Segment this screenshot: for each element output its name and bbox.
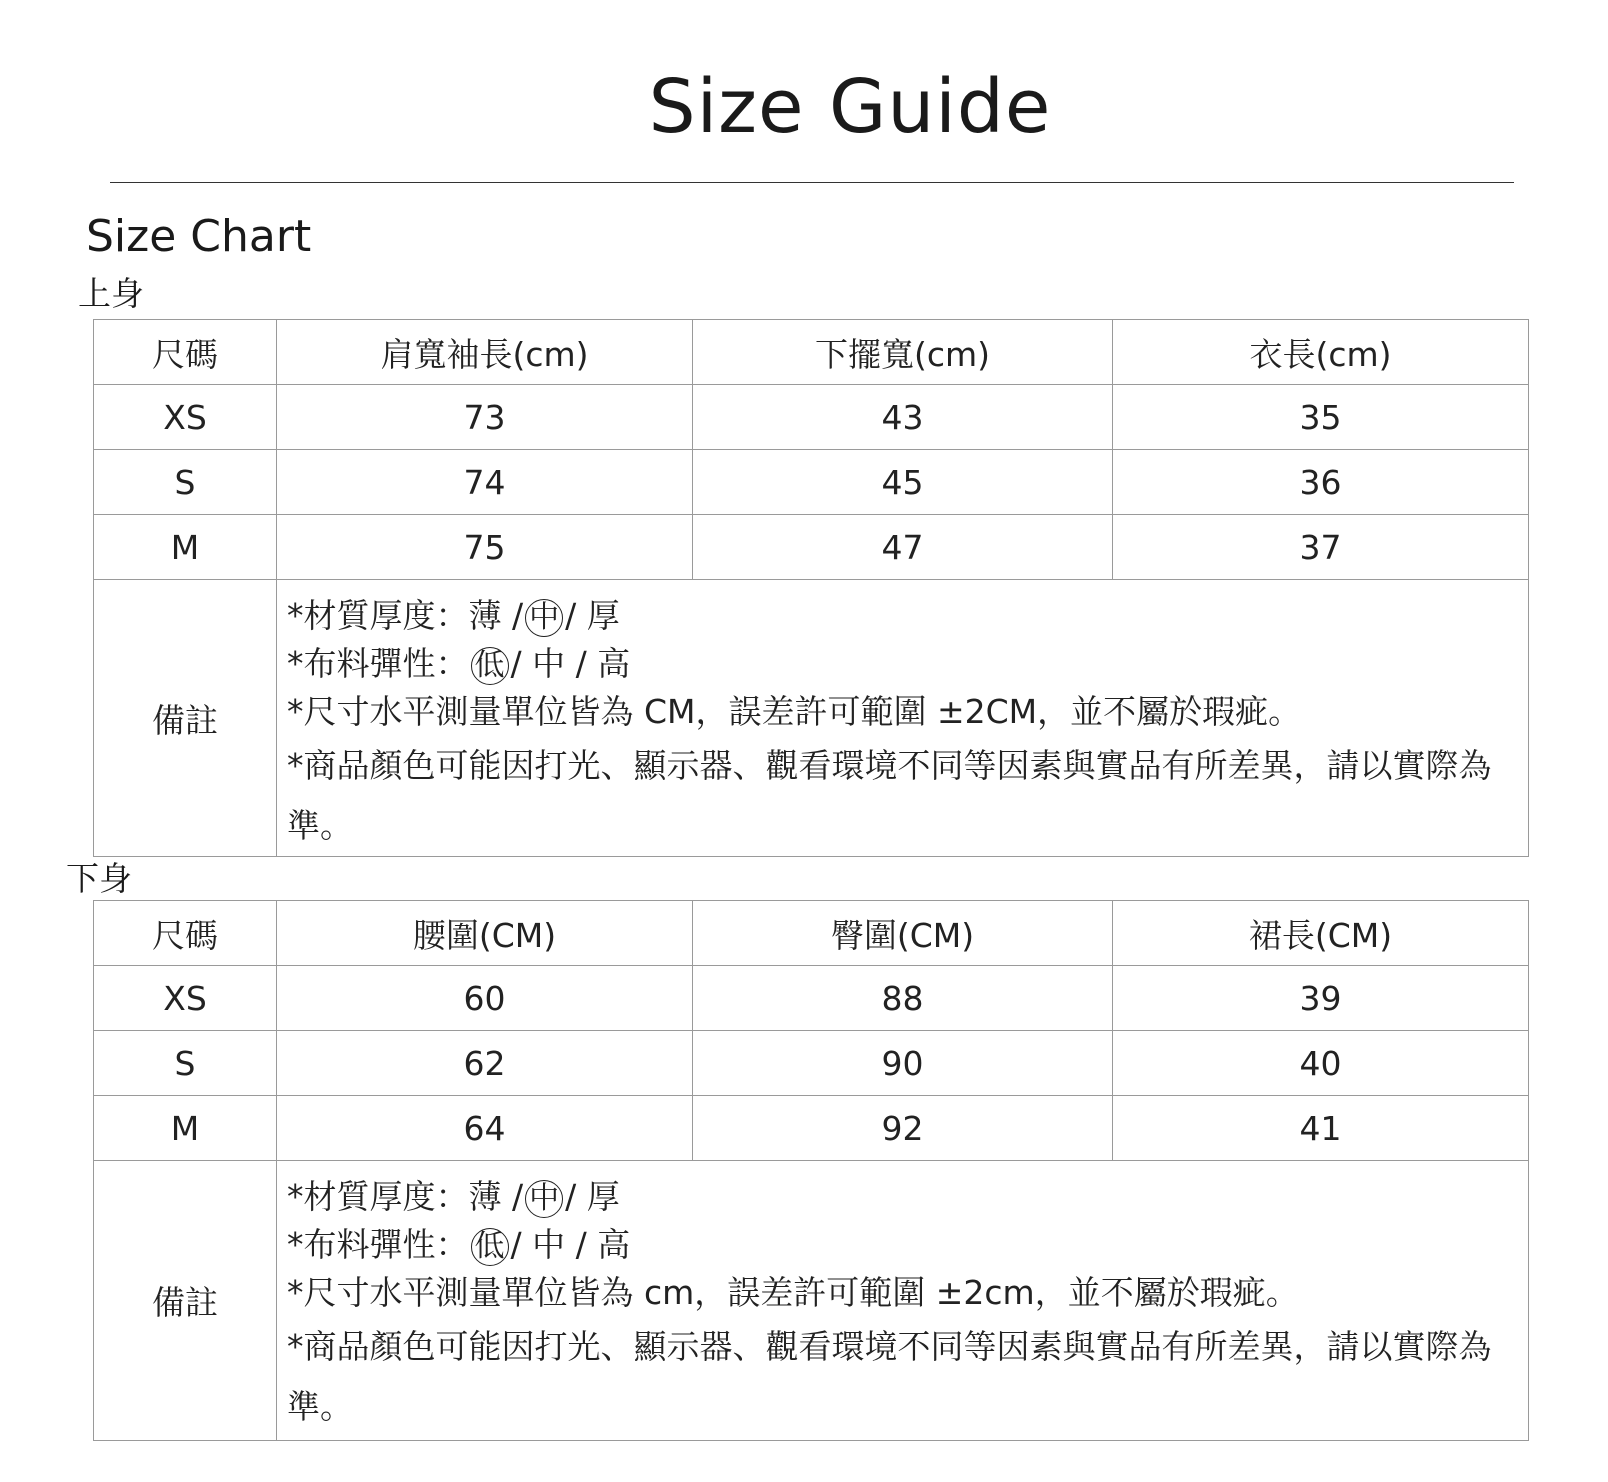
note-text: / 中 / 高	[510, 644, 631, 683]
header-cell: 裙長(CM)	[1113, 901, 1529, 966]
selected-thickness-badge: 中	[525, 1180, 563, 1218]
selected-elasticity-badge: 低	[471, 1228, 509, 1266]
value-cell: 43	[693, 385, 1113, 450]
chart-heading: Size Chart	[86, 211, 312, 262]
size-cell: XS	[94, 966, 277, 1031]
value-cell: 36	[1113, 450, 1529, 515]
note-elasticity	[287, 640, 1528, 688]
value-cell: 45	[693, 450, 1113, 515]
note-text: *布料彈性：	[287, 1225, 469, 1264]
table-row	[94, 450, 1529, 515]
value-cell: 37	[1113, 515, 1529, 580]
size-cell: S	[94, 450, 277, 515]
size-cell: XS	[94, 385, 277, 450]
notes-label: 備註	[94, 580, 277, 857]
size-cell: S	[94, 1031, 277, 1096]
table-row	[94, 966, 1529, 1031]
section-label-bottom: 下身	[66, 859, 132, 898]
value-cell: 73	[277, 385, 693, 450]
note-elasticity	[287, 1221, 1528, 1269]
header-cell: 臀圍(CM)	[693, 901, 1113, 966]
value-cell: 41	[1113, 1096, 1529, 1161]
note-thickness	[287, 592, 1528, 640]
note-measurement: *尺寸水平測量單位皆為 cm，誤差許可範圍 ±2cm，並不屬於瑕疵。	[287, 1273, 1299, 1312]
note-measurement: *尺寸水平測量單位皆為 CM，誤差許可範圍 ±2CM，並不屬於瑕疵。	[287, 692, 1302, 731]
header-cell: 下擺寬(cm)	[693, 320, 1113, 385]
page-title: Size Guide	[648, 64, 1052, 150]
notes-label: 備註	[94, 1161, 277, 1441]
note-text: / 厚	[565, 596, 620, 635]
notes-row	[94, 1161, 1529, 1441]
note-text: / 中 / 高	[510, 1225, 631, 1264]
value-cell: 90	[693, 1031, 1113, 1096]
value-cell: 64	[277, 1096, 693, 1161]
header-cell: 衣長(cm)	[1113, 320, 1529, 385]
note-color-disclaimer: *商品顏色可能因打光、顯示器、觀看環境不同等因素與實品有所差異，請以實際為準。	[287, 1327, 1492, 1426]
header-cell: 尺碼	[94, 901, 277, 966]
size-cell: M	[94, 1096, 277, 1161]
value-cell: 88	[693, 966, 1113, 1031]
notes-cell	[277, 1161, 1529, 1441]
value-cell: 75	[277, 515, 693, 580]
value-cell: 62	[277, 1031, 693, 1096]
notes-cell	[277, 580, 1529, 857]
title-divider	[110, 182, 1514, 183]
section-label-top: 上身	[78, 274, 144, 313]
selected-thickness-badge: 中	[525, 599, 563, 637]
value-cell: 92	[693, 1096, 1113, 1161]
size-cell: M	[94, 515, 277, 580]
value-cell: 47	[693, 515, 1113, 580]
value-cell: 40	[1113, 1031, 1529, 1096]
header-cell: 腰圍(CM)	[277, 901, 693, 966]
header-cell: 肩寬袖長(cm)	[277, 320, 693, 385]
value-cell: 35	[1113, 385, 1529, 450]
size-table-top	[93, 319, 1529, 857]
note-text: / 厚	[565, 1177, 620, 1216]
table-header-row	[94, 901, 1529, 966]
note-color-disclaimer: *商品顏色可能因打光、顯示器、觀看環境不同等因素與實品有所差異，請以實際為準。	[287, 746, 1492, 845]
note-text: *材質厚度：薄 /	[287, 596, 524, 635]
note-thickness	[287, 1173, 1528, 1221]
header-cell: 尺碼	[94, 320, 277, 385]
notes-row	[94, 580, 1529, 857]
value-cell: 74	[277, 450, 693, 515]
table-row	[94, 515, 1529, 580]
table-header-row	[94, 320, 1529, 385]
note-text: *布料彈性：	[287, 644, 469, 683]
value-cell: 60	[277, 966, 693, 1031]
value-cell: 39	[1113, 966, 1529, 1031]
selected-elasticity-badge: 低	[471, 647, 509, 685]
note-text: *材質厚度：薄 /	[287, 1177, 524, 1216]
table-row	[94, 1031, 1529, 1096]
table-row	[94, 385, 1529, 450]
size-table-bottom	[93, 900, 1529, 1441]
table-row	[94, 1096, 1529, 1161]
